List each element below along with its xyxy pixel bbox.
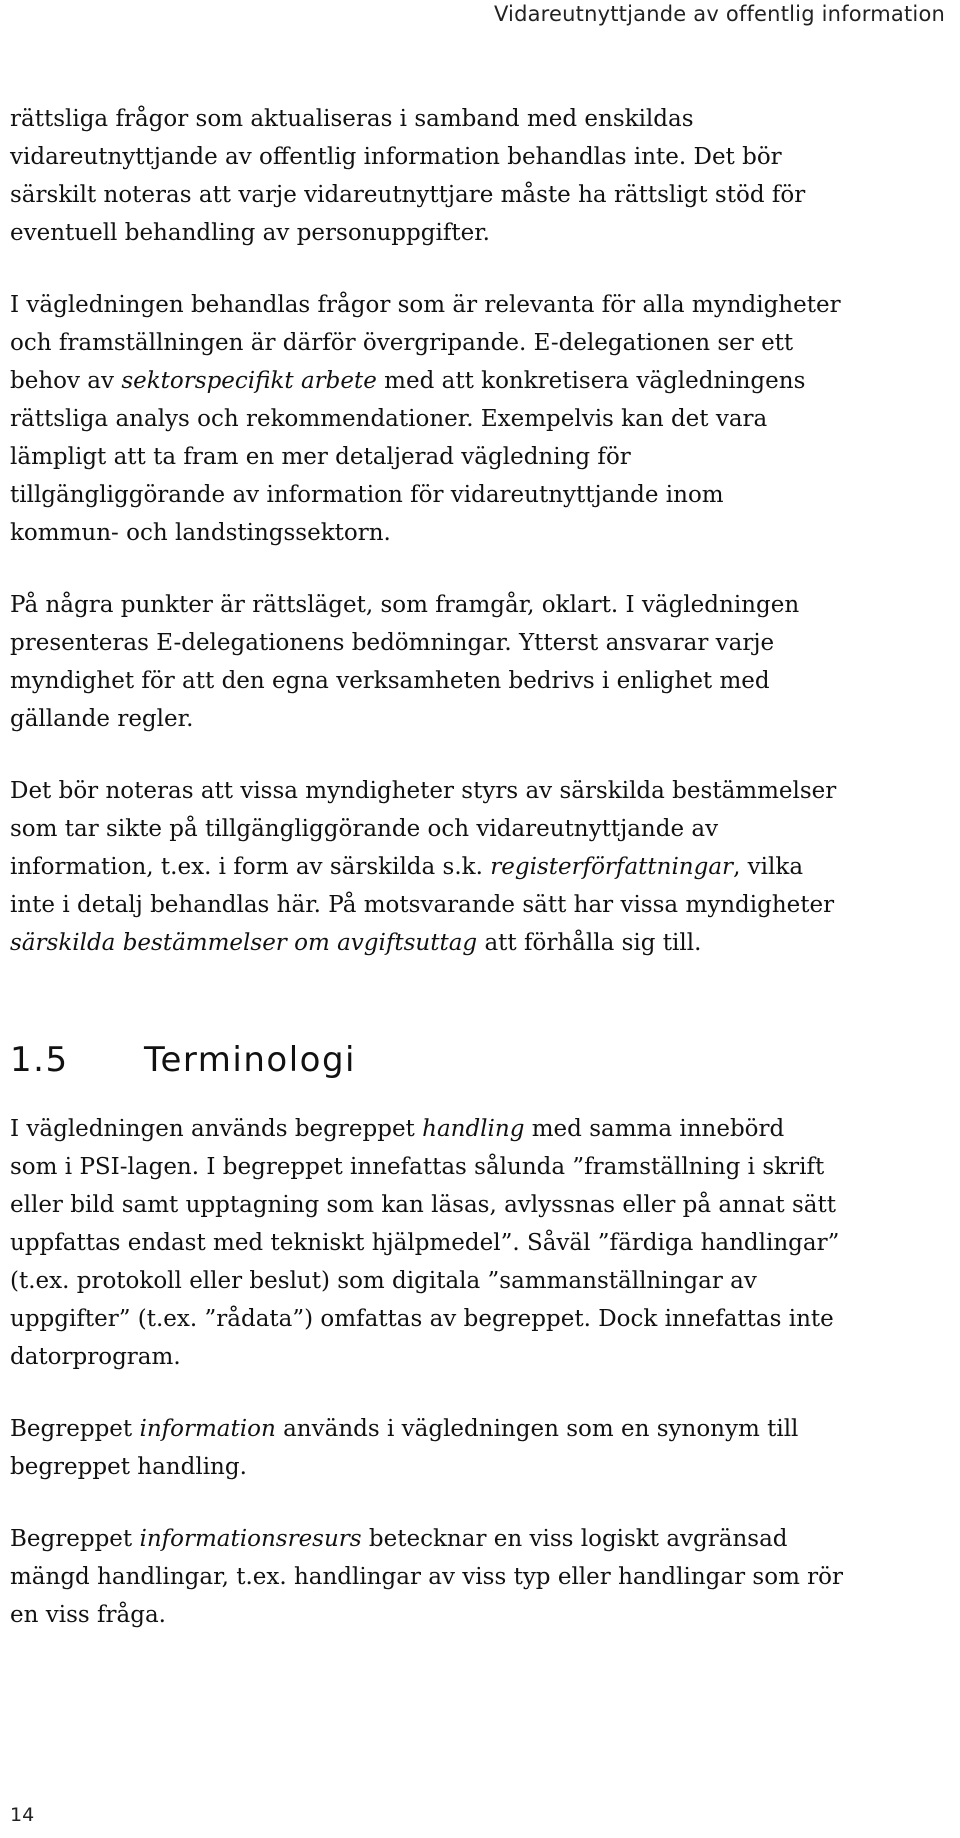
text-line: och framställningen är därför övergripande. E-delegationen ser ett xyxy=(10,330,794,356)
text-line: myndighet för att den egna verksamheten bedrivs i enlighet med xyxy=(10,668,770,694)
section-title: Terminologi xyxy=(144,1040,356,1080)
text-run: används i vägledningen som en synonym till xyxy=(275,1416,799,1442)
paragraph-scope xyxy=(10,286,948,552)
text-line: som tar sikte på tillgängliggörande och vidareutnyttjande av xyxy=(10,816,719,842)
emphasis-term: handling xyxy=(422,1116,525,1142)
paragraph-term-information xyxy=(10,1410,948,1486)
text-line: Det bör noteras att vissa myndigheter styrs av särskilda bestämmelser xyxy=(10,778,837,804)
text-line: kommun- och landstingssektorn. xyxy=(10,520,391,546)
text-line: rättsliga analys och rekommendationer. Exempelvis kan det vara xyxy=(10,406,768,432)
page-number: 14 xyxy=(10,1804,35,1826)
text-line: (t.ex. protokoll eller beslut) som digitala ”sammanställningar av xyxy=(10,1268,757,1294)
text-line xyxy=(10,1520,948,1558)
text-line: vidareutnyttjande av offentlig information behandlas inte. Det bör xyxy=(10,144,782,170)
text-run: betecknar en viss logiskt avgränsad xyxy=(361,1526,788,1552)
running-header: Vidareutnyttjande av offentlig information xyxy=(493,2,945,26)
text-line: tillgängliggörande av information för vidareutnyttjande inom xyxy=(10,482,724,508)
paragraph-special-provisions xyxy=(10,772,948,962)
text-run: Begreppet xyxy=(10,1416,140,1442)
text-run: att förhålla sig till. xyxy=(477,930,702,956)
emphasis-term: informationsresurs xyxy=(139,1526,362,1552)
text-line: mängd handlingar, t.ex. handlingar av viss typ eller handlingar som rör xyxy=(10,1564,844,1590)
text-line: eller bild samt upptagning som kan läsas, avlyssnas eller på annat sätt xyxy=(10,1192,836,1218)
emphasis-term: registerförfattningar xyxy=(490,854,734,880)
paragraph-legal-status xyxy=(10,586,948,738)
text-line: lämpligt att ta fram en mer detaljerad vägledning för xyxy=(10,444,631,470)
text-line: I vägledningen behandlas frågor som är relevanta för alla myndigheter xyxy=(10,292,841,318)
text-line: uppgifter” (t.ex. ”rådata”) omfattas av begreppet. Dock innefattas inte xyxy=(10,1306,834,1332)
text-line: På några punkter är rättsläget, som framgår, oklart. I vägledningen xyxy=(10,592,800,618)
text-line xyxy=(10,1410,948,1448)
text-run: med att konkretisera vägledningens xyxy=(376,368,806,394)
text-line: rättsliga frågor som aktualiseras i samband med enskildas xyxy=(10,106,694,132)
text-line: uppfattas endast med tekniskt hjälpmedel”. Såväl ”färdiga handlingar” xyxy=(10,1230,840,1256)
text-line: som i PSI-lagen. I begreppet innefattas sålunda ”framställning i skrift xyxy=(10,1154,825,1180)
text-run: med samma innebörd xyxy=(524,1116,785,1142)
text-line: datorprogram. xyxy=(10,1344,181,1370)
text-run: I vägledningen används begreppet xyxy=(10,1116,423,1142)
text-run: behov av xyxy=(10,368,122,394)
paragraph-legal-questions xyxy=(10,100,948,252)
text-line xyxy=(10,1110,948,1148)
text-line xyxy=(10,848,948,886)
emphasis-term: sektorspecifikt arbete xyxy=(121,368,377,394)
paragraph-term-handling xyxy=(10,1110,948,1376)
text-line xyxy=(10,924,948,962)
section-number: 1.5 xyxy=(10,1040,69,1080)
text-line: presenteras E-delegationens bedömningar. Ytterst ansvarar varje xyxy=(10,630,775,656)
text-line: inte i detalj behandlas här. På motsvarande sätt har vissa myndigheter xyxy=(10,892,835,918)
paragraph-term-information-resource xyxy=(10,1520,948,1634)
text-line: särskilt noteras att varje vidareutnyttjare måste ha rättsligt stöd för xyxy=(10,182,806,208)
text-run: information, t.ex. i form av särskilda s.k. xyxy=(10,854,491,880)
text-line: gällande regler. xyxy=(10,706,194,732)
section-heading xyxy=(10,1040,948,1080)
text-line: begreppet handling. xyxy=(10,1454,247,1480)
text-run: Begreppet xyxy=(10,1526,140,1552)
text-line xyxy=(10,362,948,400)
emphasis-term: information xyxy=(139,1416,276,1442)
text-line: eventuell behandling av personuppgifter. xyxy=(10,220,490,246)
emphasis-term: särskilda bestämmelser om avgiftsuttag xyxy=(10,930,478,956)
document-body xyxy=(10,100,948,1634)
text-line: en viss fråga. xyxy=(10,1602,166,1628)
text-run: , vilka xyxy=(733,854,804,880)
